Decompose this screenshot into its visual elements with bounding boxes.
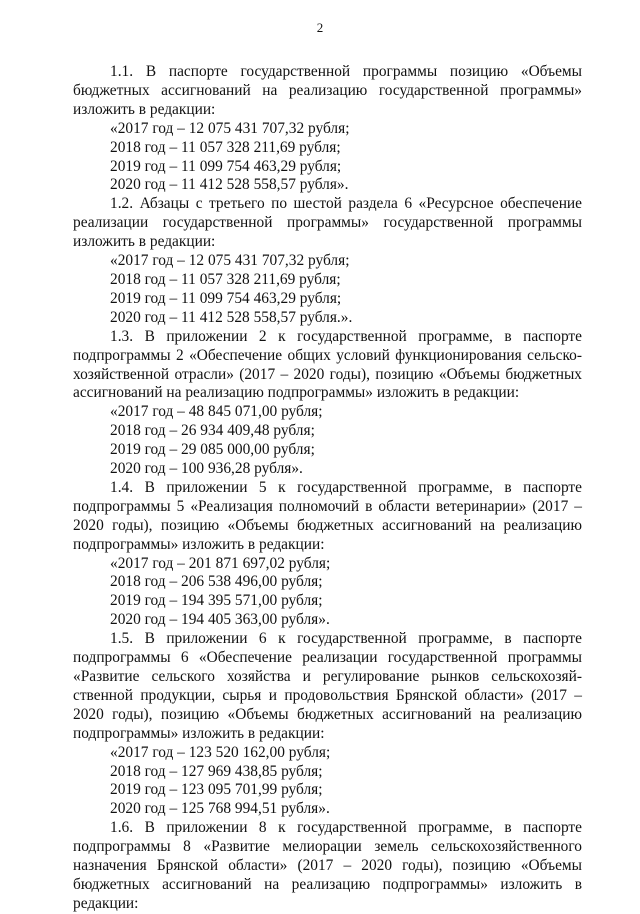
amendment-paragraph	[73, 63, 582, 120]
budget-year-line: 2020 год – 100 936,28 рубля».	[110, 460, 303, 478]
paragraph-line: реализации государственной программы» государственной программы	[73, 214, 582, 232]
page-number: 2	[316, 20, 324, 35]
amendment-paragraph	[73, 195, 582, 252]
paragraph-line: 1.1. В паспорте государственной программы позицию «Объемы	[110, 63, 582, 80]
budget-year-line: 2020 год – 125 768 994,51 рубля».	[110, 800, 330, 818]
amendment-paragraph	[73, 630, 582, 743]
budget-year-line: «2017 год – 48 845 071,00 рубля;	[110, 403, 323, 421]
document-body	[73, 63, 582, 914]
budget-year-line: 2019 год – 11 099 754 463,29 рубля;	[110, 289, 342, 307]
amendment-paragraph	[73, 819, 582, 914]
paragraph-line: ассигнований на реализацию подпрограммы» изложить в редакции:	[73, 384, 520, 402]
paragraph-line: 2020 годы), позицию «Объемы бюджетных ассигнований на реализацию	[73, 705, 582, 723]
paragraph-line: 1.4. В приложении 5 к государственной программе, в паспорте	[110, 478, 582, 496]
budget-year-line: 2019 год – 194 395 571,00 рубля;	[110, 592, 323, 610]
paragraph-line: ственной продукции, сырья и продовольствия Брянской области» (2017 –	[73, 686, 582, 704]
budget-year-line: 2019 год – 123 095 701,99 рубля;	[110, 781, 323, 799]
paragraph-line: 2020 годы), позицию «Объемы бюджетных ассигнований на реализацию	[73, 516, 582, 534]
budget-year-line: 2020 год – 11 412 528 558,57 рубля.».	[110, 308, 353, 326]
budget-year-line: «2017 год – 12 075 431 707,32 рубля;	[110, 252, 350, 270]
paragraph-line: 1.3. В приложении 2 к государственной программе, в паспорте	[110, 327, 582, 345]
paragraph-line: подпрограммы» изложить в редакции:	[73, 535, 325, 553]
budget-year-line: 2018 год – 11 057 328 211,69 рубля;	[110, 270, 341, 288]
budget-year-line: 2018 год – 127 969 438,85 рубля;	[110, 762, 323, 780]
paragraph-line: 1.5. В приложении 6 к государственной программе, в паспорте	[110, 630, 582, 648]
paragraph-line: подпрограммы 5 «Реализация полномочий в области ветеринарии» (2017 –	[73, 497, 582, 515]
paragraph-line: «Развитие сельского хозяйства и регулирование рынков сельскохозяй-	[73, 668, 582, 685]
paragraph-line: подпрограммы 6 «Обеспечение реализации государственной программы	[73, 649, 582, 667]
budget-year-line: «2017 год – 123 520 162,00 рубля;	[110, 743, 331, 761]
budget-year-line: 2018 год – 26 934 409,48 рубля;	[110, 422, 315, 440]
paragraph-line: 1.2. Абзацы с третьего по шестой раздела 6 «Ресурсное обеспечение	[110, 195, 582, 213]
paragraph-line: подпрограммы» изложить в редакции:	[73, 724, 325, 742]
budget-year-line: 2020 год – 11 412 528 558,57 рубля».	[110, 176, 349, 194]
budget-year-line: «2017 год – 12 075 431 707,32 рубля;	[110, 119, 350, 137]
paragraph-line: хозяйственной отрасли» (2017 – 2020 годы), позицию «Объемы бюджетных	[73, 365, 582, 383]
budget-year-line: «2017 год – 201 871 697,02 рубля;	[110, 554, 331, 572]
paragraph-line: бюджетных ассигнований на реализацию подпрограммы» изложить в	[73, 875, 582, 893]
amendment-paragraph	[73, 479, 582, 555]
budget-year-line: 2019 год – 29 085 000,00 рубля;	[110, 441, 315, 459]
paragraph-line: изложить в редакции:	[73, 233, 216, 251]
paragraph-line: назначения Брянской области» (2017 – 2020 годы), позицию «Объемы	[73, 857, 582, 875]
paragraph-line: подпрограммы 2 «Обеспечение общих условий функционирования сельско-	[73, 346, 582, 364]
budget-year-line: 2018 год – 11 057 328 211,69 рубля;	[110, 138, 341, 156]
budget-year-line: 2018 год – 206 538 496,00 рубля;	[110, 573, 323, 591]
budget-year-line: 2019 год – 11 099 754 463,29 рубля;	[110, 157, 342, 175]
paragraph-line: 1.6. В приложении 8 к государственной программе, в паспорте	[110, 819, 582, 837]
paragraph-line: редакции:	[73, 894, 139, 912]
amendment-paragraph	[73, 328, 582, 404]
paragraph-line: изложить в редакции:	[73, 100, 216, 118]
paragraph-line: подпрограммы 8 «Развитие мелиорации земель сельскохозяйственного	[73, 838, 582, 856]
paragraph-line: бюджетных ассигнований на реализацию государственной программы»	[73, 81, 582, 99]
budget-year-line: 2020 год – 194 405 363,00 рубля».	[110, 611, 330, 629]
